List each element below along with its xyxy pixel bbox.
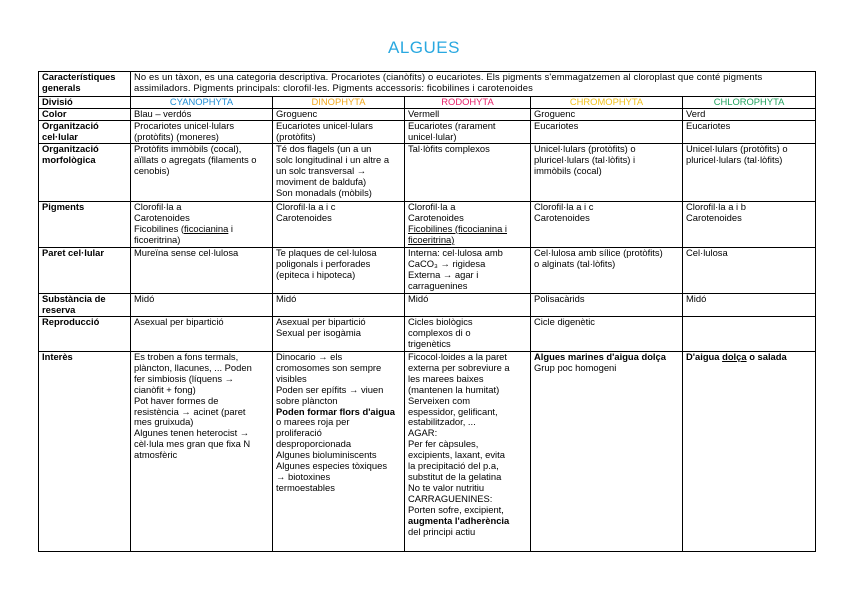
cell-repro-dinophyta: Asexual per bipartició Sexual per isogàmia	[273, 317, 405, 352]
cell-interes-chlorophyta	[683, 352, 816, 552]
cell-pigments-chromophyta: Clorofil·la a i c Carotenoides	[531, 202, 683, 248]
cell-orgcel-dinophyta: Eucariotes unicel·lulars (protòfits)	[273, 121, 405, 144]
pigments-text: Clorofil·la a Carotenoides	[408, 201, 464, 223]
ficocianina-term: ficocianina	[184, 222, 229, 234]
interes-bold-text: o salada	[746, 351, 787, 362]
division-rodophyta: RODOHYTA	[405, 97, 531, 109]
row-interes	[39, 352, 816, 552]
cell-reserva-chromophyta: Polisacàrids	[531, 294, 683, 317]
cell-orgcel-cyanophyta: Procariotes unicel·lulars (protòfits) (moneres)	[131, 121, 273, 144]
cell-pigments-chlorophyta: Clorofil·la a i b Carotenoides	[683, 202, 816, 248]
cell-orgmorf-rodophyta: Tal·lòfits complexos	[405, 144, 531, 202]
cell-color-cyanophyta: Blau – verdós	[131, 109, 273, 121]
cell-paret-chlorophyta: Cel·lulosa	[683, 248, 816, 294]
interes-text: Ficocol·loides a la paret externa per sobreviure a les marees baixes (mantenen la humitat) Serveixen com espessidor, gelificant, estabilitzador, ... AGAR: Per fer càpsules, excipients, laxant, evita la precipitació del p.a, substitut de la gelatina No te valor nutritiu CARRAGUENINES: Porten sofre, excipient,	[408, 351, 510, 515]
label-interes: Interès	[39, 352, 131, 552]
cell-orgmorf-chromophyta: Unicel·lulars (protòfits) o pluricel·lulars (tal·lòfits) i immòbils (cocal)	[531, 144, 683, 202]
label-reproduccio: Reproducció	[39, 317, 131, 352]
cell-orgcel-chlorophyta: Eucariotes	[683, 121, 816, 144]
interes-text: Dinocario → els cromosomes son sempre visibles Poden ser epífits → viuen sobre plàncton	[276, 351, 384, 406]
row-reproduccio	[39, 317, 816, 352]
interes-text: o marees roja per proliferació desproporcionada Algunes bioluminiscents Algunes especies tòxiques → biotoxines termoestables	[276, 416, 388, 493]
label-color: Color	[39, 109, 131, 121]
interes-text: del principi actiu	[408, 525, 476, 537]
cell-interes-dinophyta	[273, 352, 405, 552]
row-org-cel	[39, 121, 816, 144]
interes-bold-text: Algues marines d'aigua dolça	[534, 351, 666, 362]
pigments-text: Clorofil·la a Carotenoides Ficobilines (	[134, 201, 190, 234]
label-org-cel: Organització cel·lular	[39, 121, 131, 144]
row-division	[39, 97, 816, 109]
cell-pigments-cyanophyta	[131, 202, 273, 248]
cell-repro-rodophyta: Cicles biològics complexos di o trigenètics	[405, 317, 531, 352]
cell-reserva-dinophyta: Midó	[273, 294, 405, 317]
label-reserva: Substància de reserva	[39, 294, 131, 317]
row-color	[39, 109, 816, 121]
general-description: No es un tàxon, es una categoria descriptiva. Procariotes (cianòfits) o eucariotes. Els pigments s'emmagatzemen al cloroplast que conté pigments assimiladors. Pigments principals: clorofil·les. Pigments accessoris: ficobilines i carotenoides	[131, 72, 816, 97]
cell-pigments-dinophyta: Clorofil·la a i c Carotenoides	[273, 202, 405, 248]
division-dinophyta: DINOPHYTA	[273, 97, 405, 109]
label-general: Característiques generals	[39, 72, 131, 97]
cell-reserva-cyanophyta: Midó	[131, 294, 273, 317]
adherencia-text: augmenta l'adherència	[408, 514, 510, 526]
label-pigments: Pigments	[39, 202, 131, 248]
cell-color-chromophyta: Groguenc	[531, 109, 683, 121]
cell-interes-rodophyta	[405, 352, 531, 552]
algae-table	[38, 71, 816, 552]
cell-reserva-chlorophyta: Midó	[683, 294, 816, 317]
cell-orgcel-rodophyta: Eucariotes (rarament unicel·lular)	[405, 121, 531, 144]
pigments-text: i	[230, 222, 234, 234]
cell-paret-cyanophyta: Mureïna sense cel·lulosa	[131, 248, 273, 294]
flors-aigua-text: Poden formar flors d'aigua	[276, 405, 395, 417]
cell-repro-chlorophyta	[683, 317, 816, 352]
interes-bold-text: D'aigua	[686, 351, 723, 362]
division-cyanophyta: CYANOPHYTA	[131, 97, 273, 109]
cell-interes-cyanophyta: Es troben a fons termals, plàncton, llacunes, ... Poden fer simbiosis (líquens → cianòfit + fong) Pot haver formes de resistència → acinet (paret mes gruixuda) Algunes tenen heterocist → cèl·lula mes gran que fixa N atmosfèric	[131, 352, 273, 552]
row-reserva	[39, 294, 816, 317]
cell-orgcel-chromophyta: Eucariotes	[531, 121, 683, 144]
ficobilines-term: Ficobilines (ficocianina i ficoeritrina)	[408, 222, 508, 245]
cell-repro-cyanophyta: Asexual per bipartició	[131, 317, 273, 352]
division-chromophyta: CHROMOPHYTA	[531, 97, 683, 109]
cell-reserva-rodophyta: Midó	[405, 294, 531, 317]
division-chlorophyta: CHLOROPHYTA	[683, 97, 816, 109]
cell-repro-chromophyta: Cicle digenètic	[531, 317, 683, 352]
label-org-morf: Organització morfològica	[39, 144, 131, 202]
row-general	[39, 72, 816, 97]
row-org-morf	[39, 144, 816, 202]
cell-paret-dinophyta: Te plaques de cel·lulosa poligonals i perforades (epiteca i hipoteca)	[273, 248, 405, 294]
cell-color-rodophyta: Vermell	[405, 109, 531, 121]
cell-pigments-rodophyta	[405, 202, 531, 248]
ficoeritrina-term: ficoeritrina	[134, 233, 178, 245]
cell-color-dinophyta: Groguenc	[273, 109, 405, 121]
pigments-text: )	[177, 233, 181, 245]
cell-paret-rodophyta: Interna: cel·lulosa amb CaCO₃ → rigidesa Externa → agar i carraguenines	[405, 248, 531, 294]
cell-paret-chromophyta: Cel·lulosa amb sílice (protòfits) o alginats (tal·lòfits)	[531, 248, 683, 294]
page-title: ALGUES	[388, 38, 460, 57]
cell-orgmorf-cyanophyta: Protòfits immòbils (cocal), aïllats o agregats (filaments o cenobis)	[131, 144, 273, 202]
row-pigments	[39, 202, 816, 248]
row-paret	[39, 248, 816, 294]
cell-interes-chromophyta	[531, 352, 683, 552]
cell-color-chlorophyta: Verd	[683, 109, 816, 121]
cell-orgmorf-dinophyta: Té dos flagels (un a un solc longitudinal i un altre a un solc transversal → moviment de baldufa) Son monadals (mòbils)	[273, 144, 405, 202]
cell-orgmorf-chlorophyta: Unicel·lulars (protòfits) o pluricel·lulars (tal·lòfits)	[683, 144, 816, 202]
label-paret: Paret cel·lular	[39, 248, 131, 294]
label-division: Divisió	[39, 97, 131, 109]
dolca-term: dolça	[722, 351, 747, 362]
interes-text: Grup poc homogeni	[534, 361, 617, 373]
